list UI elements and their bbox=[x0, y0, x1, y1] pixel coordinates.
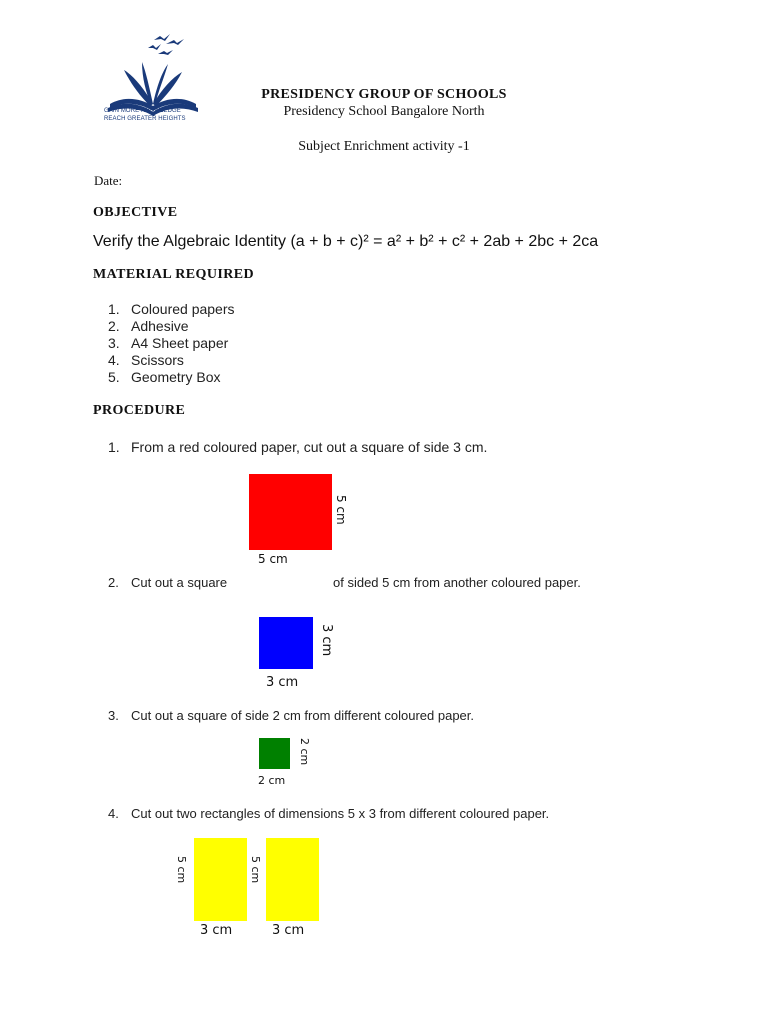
materials-heading: MATERIAL REQUIRED bbox=[93, 267, 254, 282]
list-item: 4. Scissors bbox=[108, 352, 184, 368]
list-item: 5. Geometry Box bbox=[108, 369, 221, 385]
logo-tagline-line1: GAIN MORE KNOWLEDGE bbox=[104, 108, 181, 114]
algebraic-identity: Verify the Algebraic Identity (a + b + c)² = a² + b² + c² + 2ab + 2bc + 2ca bbox=[93, 233, 599, 250]
green-square-height-label: 2 cm bbox=[298, 738, 311, 766]
procedure-heading: PROCEDURE bbox=[93, 403, 186, 418]
procedure-step-4: 4. Cut out two rectangles of dimensions 5 x 3 from different coloured paper. bbox=[108, 806, 550, 821]
procedure-step-3: 3. Cut out a square of side 2 cm from different coloured paper. bbox=[108, 708, 475, 723]
list-item: 1. Coloured papers bbox=[108, 301, 235, 317]
yellow-rectangle-2 bbox=[266, 838, 319, 921]
blue-square bbox=[259, 617, 313, 669]
school-branch-title: Presidency School Bangalore North bbox=[283, 104, 485, 119]
activity-title: Subject Enrichment activity -1 bbox=[298, 139, 470, 154]
yellow-rectangle-1 bbox=[194, 838, 247, 921]
blue-square-width-label: 3 cm bbox=[266, 675, 299, 690]
procedure-step-2-continued: of sided 5 cm from another coloured paper. bbox=[333, 575, 581, 590]
materials-list bbox=[108, 301, 235, 386]
red-square bbox=[249, 474, 332, 550]
yellow-rectangle-2-height-label: 5 cm bbox=[249, 856, 262, 884]
green-square bbox=[259, 738, 290, 769]
logo-tagline-line2: REACH GREATER HEIGHTS bbox=[104, 116, 186, 122]
yellow-rectangle-2-width-label: 3 cm bbox=[272, 923, 305, 938]
yellow-rectangle-1-height-label: 5 cm bbox=[175, 856, 188, 884]
procedure-step-1: 1. From a red coloured paper, cut out a square of side 3 cm. bbox=[108, 439, 488, 455]
blue-square-height-label: 3 cm bbox=[319, 624, 334, 657]
red-square-width-label: 5 cm bbox=[258, 552, 288, 566]
list-item: 3. A4 Sheet paper bbox=[108, 335, 229, 351]
procedure-step-2: 2. Cut out a square bbox=[108, 575, 228, 590]
yellow-rectangle-1-width-label: 3 cm bbox=[200, 923, 233, 938]
school-group-title: PRESIDENCY GROUP OF SCHOOLS bbox=[261, 87, 507, 102]
list-item: 2. Adhesive bbox=[108, 318, 189, 334]
green-square-width-label: 2 cm bbox=[258, 774, 286, 787]
objective-heading: OBJECTIVE bbox=[93, 205, 178, 220]
red-square-height-label: 5 cm bbox=[334, 495, 348, 525]
date-label: Date: bbox=[94, 173, 123, 188]
